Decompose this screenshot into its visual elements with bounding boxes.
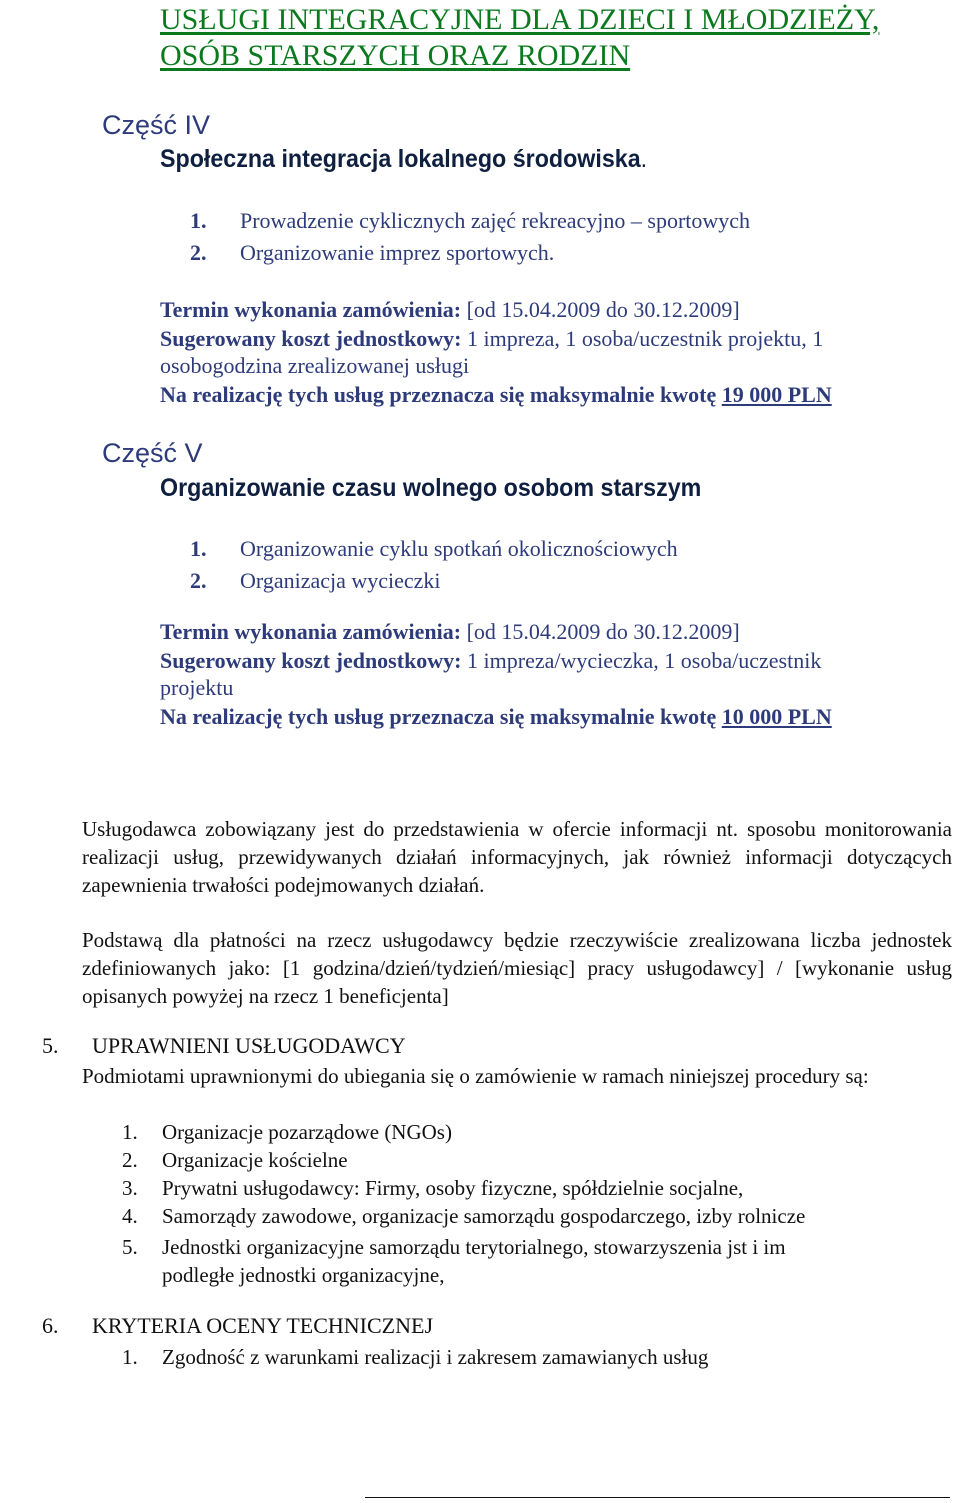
term-label: Termin wykonania zamówienia:	[160, 297, 462, 322]
part-5-label: Część V	[102, 438, 203, 468]
budget-amount: 10 000 PLN	[721, 704, 832, 729]
part-4-title	[160, 145, 647, 174]
list-number: 1.	[190, 536, 207, 561]
cost-line	[160, 325, 952, 352]
budget-text: Na realizację tych usług przeznacza się maksymalnie kwotę	[160, 704, 722, 729]
part-5-activity-list	[190, 533, 678, 597]
document-title	[160, 2, 960, 74]
list-item	[122, 1146, 805, 1174]
list-text: Organizowanie imprez sportowych.	[240, 240, 555, 265]
monitoring-paragraph: Usługodawca zobowiązany jest do przedstawienia w ofercie informacji nt. sposobu monitorowania realizacji usług, przewidywanych działań informacyjnych, jak również informacji dotyczących zapewnienia trwałości podejmowanych działań.	[82, 817, 952, 897]
section-title: UPRAWNIENI USŁUGODAWCY	[92, 1033, 406, 1058]
cost-value: 1 impreza, 1 osoba/uczestnik projektu, 1	[461, 326, 824, 351]
list-text: Organizacje kościelne	[162, 1148, 348, 1172]
term-line	[160, 296, 952, 323]
title-line-1: USŁUGI INTEGRACYJNE DLA DZIECI I MŁODZIEŻY,	[160, 3, 880, 36]
list-text: Organizacje pozarządowe (NGOs)	[162, 1120, 452, 1144]
list-number: 1.	[122, 1345, 138, 1369]
list-text: Zgodność z warunkami realizacji i zakresem zamawianych usług	[162, 1345, 709, 1369]
term-line	[160, 618, 952, 645]
footer-rule	[365, 1497, 950, 1498]
list-item	[190, 205, 750, 237]
term-value: [od 15.04.2009 do 30.12.2009]	[461, 297, 740, 322]
cost-value: 1 impreza/wycieczka, 1 osoba/uczestnik	[461, 648, 822, 673]
term-value: [od 15.04.2009 do 30.12.2009]	[461, 619, 740, 644]
list-text: Jednostki organizacyjne samorządu terytorialnego, stowarzyszenia jst i im	[162, 1235, 786, 1259]
list-item	[190, 237, 750, 269]
list-item	[122, 1174, 805, 1202]
part-4-title-suffix: .	[640, 145, 648, 173]
list-number: 2.	[190, 568, 207, 593]
part-5-details	[160, 618, 952, 730]
list-number: 1.	[122, 1120, 138, 1144]
list-item	[122, 1233, 805, 1289]
term-label: Termin wykonania zamówienia:	[160, 619, 462, 644]
section-number: 5.	[42, 1033, 59, 1058]
list-number: 5.	[122, 1235, 138, 1259]
section-5-heading	[42, 1033, 406, 1059]
cost-label: Sugerowany koszt jednostkowy:	[160, 648, 462, 673]
cost-line-2: projektu	[160, 675, 234, 700]
eligible-providers-list	[122, 1118, 805, 1289]
list-item	[122, 1343, 708, 1371]
list-item	[122, 1118, 805, 1146]
section-6-heading	[42, 1313, 433, 1339]
list-number: 4.	[122, 1204, 138, 1228]
list-text: Organizowanie cyklu spotkań okolicznościowych	[240, 536, 678, 561]
section-number: 6.	[42, 1313, 59, 1338]
budget-line	[160, 703, 952, 730]
section-title: KRYTERIA OCENY TECHNICZNEJ	[92, 1313, 433, 1338]
list-number: 2.	[190, 240, 207, 265]
list-text-continued: podległe jednostki organizacyjne,	[162, 1263, 445, 1287]
list-item	[190, 533, 678, 565]
list-item	[190, 565, 678, 597]
cost-line-2: osobogodzina zrealizowanej usługi	[160, 353, 470, 378]
list-text: Prywatni usługodawcy: Firmy, osoby fizyczne, spółdzielnie socjalne,	[162, 1176, 744, 1200]
list-item	[122, 1202, 805, 1230]
list-number: 2.	[122, 1148, 138, 1172]
cost-label: Sugerowany koszt jednostkowy:	[160, 326, 462, 351]
list-number: 3.	[122, 1176, 138, 1200]
list-text: Organizacja wycieczki	[240, 568, 441, 593]
list-text: Samorządy zawodowe, organizacje samorządu gospodarczego, izby rolnicze	[162, 1204, 806, 1228]
budget-text: Na realizację tych usług przeznacza się maksymalnie kwotę	[160, 382, 722, 407]
part-5-title: Organizowanie czasu wolnego osobom starszym	[160, 474, 702, 502]
payment-paragraph: Podstawą dla płatności na rzecz usługodawcy będzie rzeczywiście zrealizowana liczba jednostek zdefiniowanych jako: [1 godzina/dzień/tydzień/miesiąc] pracy usługodawcy] / [wykonanie usług opisanych powyżej na rzecz 1 beneficjenta]	[82, 928, 952, 1008]
list-number: 1.	[190, 208, 207, 233]
part-4-label: Część IV	[102, 110, 211, 140]
title-line-2: OSÓB STARSZYCH ORAZ RODZIN	[160, 39, 631, 72]
technical-criteria-list	[122, 1343, 708, 1371]
budget-line	[160, 381, 952, 408]
part-4-activity-list	[190, 205, 750, 269]
list-text: Prowadzenie cyklicznych zajęć rekreacyjno – sportowych	[240, 208, 751, 233]
cost-line	[160, 647, 952, 674]
section-5-intro: Podmiotami uprawnionymi do ubiegania się o zamówienie w ramach niniejszej procedury są:	[82, 1064, 869, 1088]
budget-amount: 19 000 PLN	[721, 382, 832, 407]
part-4-details	[160, 296, 952, 408]
part-4-title-text: Społeczna integracja lokalnego środowiska	[160, 145, 641, 173]
